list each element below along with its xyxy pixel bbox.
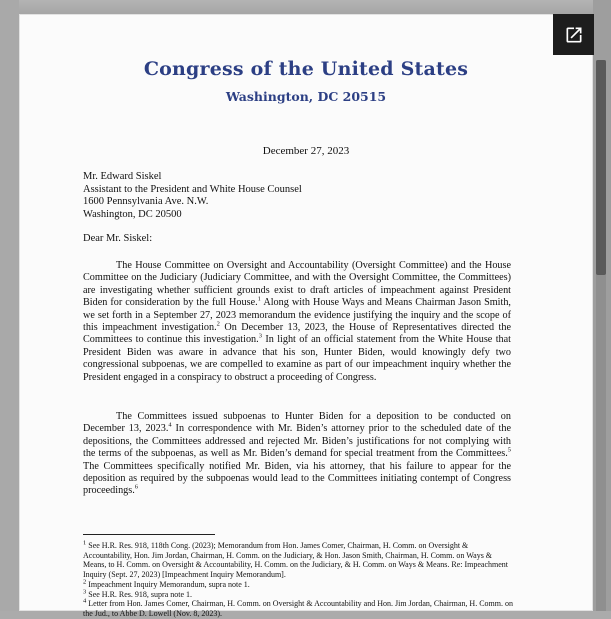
- paragraph-text: In correspondence with Mr. Biden’s attorney prior to the scheduled date of the depositions, the Committees addressed and rejected Mr. Biden’s justifications for not complying with the terms of the subpoenas, as well as Mr. Biden’s demand for special treatment from the Committees.: [83, 423, 511, 460]
- paragraph-text: The House Committee on Oversight and Accountability (Oversight Committee) and the House Committee on the Judiciary (Judiciary Committee, and with the Oversight Committee, the Committees) are investigating whether sufficient grounds exist to draft articles of impeachment against President Biden for consideration by the full House.: [83, 260, 511, 309]
- addressee-name: Mr. Edward Siskel: [83, 171, 162, 182]
- letterhead-subtitle: Washington, DC 20515: [225, 89, 387, 104]
- footnote-2: [83, 580, 513, 590]
- footnote-text: See H.R. Res. 918, 118th Cong. (2023); Memorandum from Hon. James Comer, Chairman, H. Comm. on Oversight & Accountability, Hon. Jim Jordan, Chairman, H. Comm. on the Judiciary, & Hon. Jason Smith, Chairman, H. Comm. on Ways & Means, to H. Comm. on Oversight & Accountability, H. Comm. on the Judiciary, & H. Comm. on Ways & Means. Re: Impeachment Inquiry (Sept. 27, 2023) [Impeachment Inquiry Memorandum].: [83, 541, 509, 580]
- addressee-city: Washington, DC 20500: [83, 208, 182, 220]
- footnote-text: Impeachment Inquiry Memorandum, supra note 1.: [88, 579, 250, 589]
- footnote-3: [83, 587, 513, 600]
- addressee-title: Assistant to the President and White House Counsel: [83, 183, 302, 195]
- document-page: [19, 14, 593, 618]
- paragraph-text: The Committees issued subpoenas to Hunter Biden for a deposition to be conducted on December 13, 2023.: [83, 411, 511, 435]
- footnote-marker: 3: [258, 333, 262, 341]
- footnote-separator: [83, 534, 215, 535]
- viewer-frame-left: [0, 0, 19, 611]
- viewer-frame-top: [0, 0, 611, 14]
- body-paragraph-2: [83, 411, 511, 498]
- footnotes: [83, 541, 513, 619]
- footnote-number: 3: [83, 587, 87, 595]
- footnote-marker: 4: [168, 422, 172, 430]
- addressee-street: 1600 Pennsylvania Ave. N.W.: [83, 196, 209, 207]
- paragraph-text: On December 13, 2023, the House of Representatives directed the Committees to continue this investigation.: [83, 322, 511, 346]
- footnote-number: 2: [83, 578, 87, 586]
- paragraph-text: Along with House Ways and Means Chairman Jason Smith, we set forth in a September 27, 2023 memorandum the evidence justifying the inquiry and the scope of this impeachment investigation.: [83, 297, 511, 334]
- footnote-marker: 1: [257, 295, 261, 303]
- footnote-4: [83, 599, 513, 618]
- open-in-new-icon: [564, 25, 584, 45]
- footnote-number: 4: [83, 597, 87, 605]
- footnote-number: 1: [83, 539, 87, 547]
- body-paragraph-1: [83, 260, 511, 384]
- footnote-text: Letter from Hon. James Comer, Chairman, H. Comm. on Oversight & Accountability and Hon. Jim Jordan, Chairman, H. Comm. on the Jud., to Abbe D. Lowell (Nov. 8, 2023).: [83, 599, 513, 618]
- footnote-text: See H.R. Res. 918, supra note 1.: [88, 589, 193, 599]
- open-in-new-window-button[interactable]: [553, 14, 594, 55]
- footnote-marker: 6: [134, 484, 139, 492]
- addressee-block: [83, 171, 302, 221]
- letterhead-title: Congress of the United States: [143, 58, 469, 80]
- footnote-marker: 5: [507, 446, 511, 454]
- letter-date: December 27, 2023: [262, 145, 350, 157]
- paragraph-text: The Committees specifically notified Mr. Biden, via his attorney, that his failure to appear for the deposition as required by the subpoenas would lead to the Committees initiating contempt of Congress proceedings.: [83, 460, 511, 497]
- paragraph-text: In light of an official statement from the White House that President Biden was aware in advance that his son, Hunter Biden, would knowingly defy two congressional subpoenas, we are compelled to examine as part of our impeachment inquiry whether the President engaged in a conspiracy to obstruct a proceeding of Congress.: [83, 334, 511, 383]
- footnote-1: [83, 541, 513, 580]
- footnote-marker: 2: [216, 320, 220, 328]
- scrollbar-thumb[interactable]: [596, 60, 606, 275]
- salutation: Dear Mr. Siskel:: [83, 233, 153, 244]
